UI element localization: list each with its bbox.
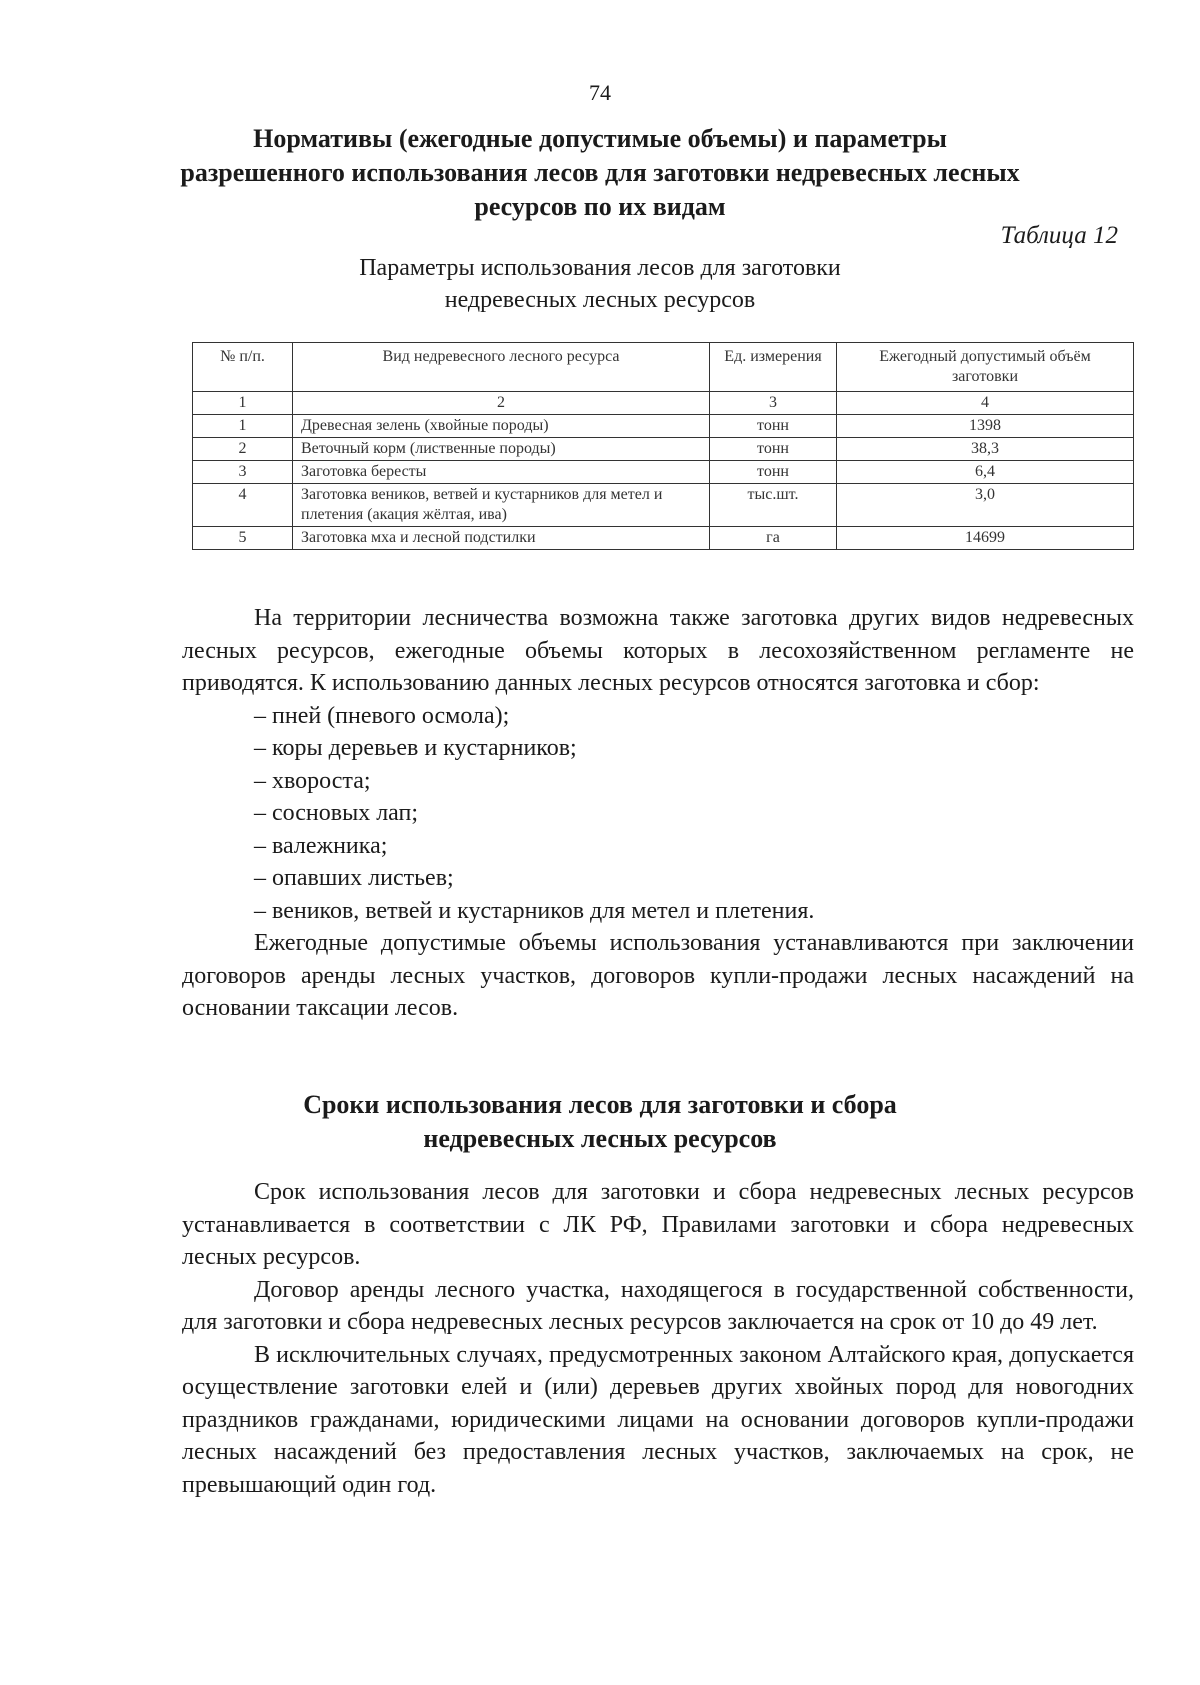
table-row — [193, 461, 1134, 484]
table-row — [193, 415, 1134, 438]
table-cell: 1 — [193, 415, 293, 438]
section-title-line: Сроки использования лесов для заготовки и сбора — [303, 1090, 897, 1119]
list-item: – сосновых лап; — [254, 800, 419, 826]
table-cell: 14699 — [837, 527, 1134, 550]
paragraph: Договор аренды лесного участка, находящегося в государственной собственности, для заготовки и сбора недревесных лесных ресурсов заключается на срок от 10 до 49 лет. — [182, 1276, 1134, 1335]
list-item: – коры деревьев и кустарников; — [254, 735, 577, 761]
page-number: 74 — [589, 80, 611, 105]
table-cell: 38,3 — [837, 438, 1134, 461]
table-cell: тонн — [710, 461, 837, 484]
paragraph: В исключительных случаях, предусмотренных законом Алтайского края, допускается осуществление заготовки елей и (или) деревьев других хвойных пород для новогодних праздников гражданами, юридическими лицами на основании договоров купли-продажи лесных насаждений без предоставления лесных участков, заключаемых на срок, не превышающий один год. — [182, 1341, 1134, 1498]
table-cell: Веточный корм (лиственные породы) — [293, 438, 710, 461]
table-cell: Заготовка бересты — [293, 461, 710, 484]
list-item: – пней (пневого осмола); — [254, 702, 510, 729]
table-cell: тыс.шт. — [710, 484, 837, 527]
body-block-2 — [182, 1176, 1134, 1501]
table-title-line: недревесных лесных ресурсов — [444, 287, 756, 313]
table-row — [193, 527, 1134, 550]
list-item: – хвороста; — [254, 767, 371, 794]
paragraph: На территории лесничества возможна также заготовка других видов недревесных лесных ресурсов, ежегодные объемы которых в лесохозяйственном регламенте не приводятся. К использованию данных лесных ресурсов относятся заготовка и сбор: — [182, 605, 1134, 696]
paragraph: Срок использования лесов для заготовки и сбора недревесных лесных ресурсов устанавливается в соответствии с ЛК РФ, Правилами заготовки и сбора недревесных лесных ресурсов. — [182, 1179, 1134, 1270]
table-cell: 3,0 — [837, 484, 1134, 527]
resources-table — [192, 342, 1134, 550]
table-column-number-row — [193, 392, 1134, 415]
header-annual-volume: Ежегодный допустимый объём заготовки — [837, 343, 1134, 392]
table-title-line: Параметры использования лесов для заготовки — [359, 255, 841, 281]
table-header-row — [193, 343, 1134, 392]
section-title-line: недревесных лесных ресурсов — [423, 1124, 777, 1153]
harvest-list — [182, 700, 1134, 928]
header-number: № п/п. — [193, 343, 293, 392]
paragraph: Ежегодные допустимые объемы использования устанавливаются при заключении договоров аренды лесных участков, договоров купли-продажи лесных насаждений на основании таксации лесов. — [182, 930, 1134, 1021]
table-cell: тонн — [710, 438, 837, 461]
page-title-line: разрешенного использования лесов для заготовки недревесных лесных — [180, 158, 1020, 187]
table-row — [193, 484, 1134, 527]
table-cell: 3 — [710, 392, 837, 415]
table-caption: Таблица 12 — [1000, 222, 1118, 249]
table-cell: 4 — [837, 392, 1134, 415]
page-title-line: ресурсов по их видам — [474, 192, 726, 221]
section-title — [120, 1088, 1080, 1156]
table-cell: 3 — [193, 461, 293, 484]
table-row — [193, 438, 1134, 461]
list-item: – веников, ветвей и кустарников для метел и плетения. — [254, 897, 815, 924]
table-cell: 1398 — [837, 415, 1134, 438]
page-title-line: Нормативы (ежегодные допустимые объемы) и параметры — [253, 124, 947, 153]
page-title — [120, 122, 1080, 224]
body-block-1 — [182, 602, 1134, 1025]
header-unit: Ед. измерения — [710, 343, 837, 392]
table-cell: 4 — [193, 484, 293, 527]
table-cell: Заготовка мха и лесной подстилки — [293, 527, 710, 550]
table-title — [300, 252, 900, 316]
list-item: – валежника; — [254, 832, 388, 859]
list-item: – опавших листьев; — [254, 865, 454, 891]
table-cell: га — [710, 527, 837, 550]
table-cell: 6,4 — [837, 461, 1134, 484]
table-cell: Древесная зелень (хвойные породы) — [293, 415, 710, 438]
table-cell: 5 — [193, 527, 293, 550]
table-cell: 2 — [193, 438, 293, 461]
header-resource-type: Вид недревесного лесного ресурса — [293, 343, 710, 392]
table-cell: Заготовка веников, ветвей и кустарников для метел и плетения (акация жёлтая, ива) — [293, 484, 710, 527]
table-cell: 1 — [193, 392, 293, 415]
table-cell: тонн — [710, 415, 837, 438]
table-cell: 2 — [293, 392, 710, 415]
